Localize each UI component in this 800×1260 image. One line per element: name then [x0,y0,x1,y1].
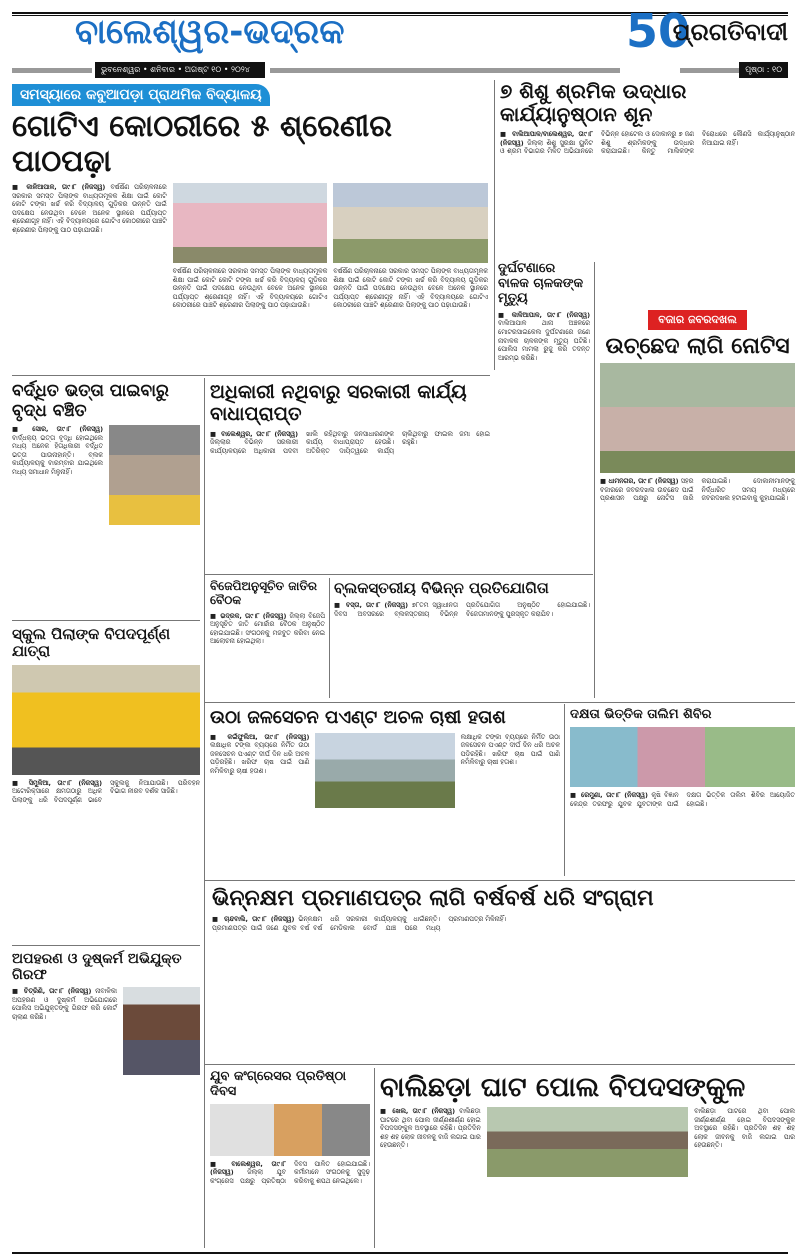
body-text: ବର୍ଷର୍ଷିଣ ପରିଚାଳନାରେ ସରକାର ସମସ୍ତ ପିଲାଙ୍କ ବାଧ୍ୟତାମୂଳକ ଶିକ୍ଷା ପାଇଁ କୋଟି କୋଟି ଟଙ୍କା ଖର୍ଚ୍ଚ କରି ବିଦ୍ୟାଳୟ ଗୁଡ଼ିକର ଉନ୍ନତି ପାଇଁ ପଦକ୍ଷେପ ନେଉଥିବା ବେଳେ ଅନେକ ସ୍ଥାନରେ ପର୍ଯ୍ୟାପ୍ତ ଶ୍ରେଣୀଗୃହ ନାହିଁ। ଏହି ବିଦ୍ୟାଳୟରେ ଗୋଟିଏ କୋଠରୀରେ ପାଞ୍ଚଟି ଶ୍ରେଣୀର ପିଲାଙ୍କୁ ପାଠ ପଢ଼ାଯାଉଛି। [12,183,167,234]
dateline: ■ ଖେଲ, ତା୯।୮ (ନିଜସ୍ୱ) [380,1107,456,1116]
dateline: ■ ସିମୁଳିଆ, ତା୯।୮ (ନିଜସ୍ୱ) [12,778,102,787]
body-text: ଅଟୋରିକ୍ସାରେ କ୍ଷମତାଠାରୁ ଅଧିକ ପିଲାଙ୍କୁ ଧରି ବିପଦପୂର୍ଣ୍ଣ ଭାବେ ସ୍କୁଲକୁ ନିଆଯାଉଛି। ପରିବହନ ବିଭାଗ ନୀରବ ଦର୍ଶକ ସାଜିଛି। [12,778,200,804]
headline: ବିଜେପିଅନୁସୂଚିତ ଜାତିର ବୈଠକ [210,579,317,607]
section-title: ବାଲେଶ୍ୱର-ଭଦ୍ରକ [75,12,345,52]
body-text: ନାବାଳିକା ଅପହରଣ ଓ ଦୁଷ୍କର୍ମ ଅଭିଯୋଗରେ ପୋଲିସ ଅଭିଯୁକ୍ତଙ୍କୁ ଗିରଫ କରି କୋର୍ଟ ଚାଲାଣ କରିଛି। [12,987,117,1021]
dateline: ■ କାଳିଆପାଳ, ତା୯।୮ (ନିଜସ୍ୱ) [12,183,106,191]
page-number: ପୃଷ୍ଠା : ୧୦ [739,62,788,78]
body-text: ଜିଲ୍ଲା ଶିଶୁ ସୁରକ୍ଷା ୟୁନିଟ ଓ ଶ୍ରମ ବିଭାଗର ମିଳିତ ଅଭିଯାନରେ ବିଭିନ୍ନ ହୋଟେଲ ଓ ଦୋକାନରୁ ୭ ଜଣ ଶିଶୁ ଶ୍ରମିକଙ୍କୁ ଉଦ୍ଧାର କରାଯାଇଛି। କିନ୍ତୁ ମାଲିକଙ୍କ ବିରୋଧରେ କୌଣସି କାର୍ଯ୍ୟାନୁଷ୍ଠାନ ନିଆଯାଇ ନାହିଁ। [500,130,795,156]
gray-bar [12,68,92,73]
dateline: ■ ଭଦ୍ରକ, ତା୯।୮ (ନିଜସ୍ୱ) [210,611,287,620]
market-photo [600,363,795,473]
article-body [333,267,488,310]
dateline: ■ ଧାମନଗର, ତା୯।୮ (ନିଜସ୍ୱ) [600,477,679,486]
kicker: ସମସ୍ୟାରେ କବୁଆପଡ଼ା ପ୍ରାଥମିକ ବିଦ୍ୟାଳୟ [12,84,270,106]
body-text: ଜିଲ୍ଲା ବିଜେପି ଅନୁସୂଚିତ ଜାତି ମୋର୍ଚ୍ଚାର ବୈଠକ ଅନୁଷ୍ଠିତ ହୋଇଯାଇଛି। ସଂଗଠନକୁ ମଜବୁତ କରିବା ନେଇ ଆଲୋଚନା ହୋଇଥିଲା। [210,611,325,646]
article-body [12,183,167,235]
headline: ଅପହରଣ ଓ ଦୁଷ୍କର୍ମ ଅଭିଯୁକ୍ତ ଗିରଫ [12,951,182,984]
article-body [210,430,490,456]
school-photo [173,183,328,263]
dateline: ■ ବାଲିଆପାଳ/ବାଲେଶ୍ୱର, ତା୯।୮ (ନିଜସ୍ୱ) [500,130,593,147]
article-child-labour [500,80,795,156]
headline: ଗୋଟିଏ କୋଠରୀରେ ୫ ଶ୍ରେଣୀର ପାଠପଢ଼ା [12,109,392,179]
article-youth-congress [210,1070,370,1186]
article-body [380,1107,481,1150]
article-body [210,733,309,776]
training-camp-photo [570,727,795,787]
headline: ଅଧିକାରୀ ନଥିବାରୁ ସରକାରୀ କାର୍ଯ୍ୟ ବାଧାପ୍ରାପ୍ତ [210,381,467,425]
body-text: ବର୍ଷର୍ଷିଣ ପରିଚାଳନାରେ ସରକାର ସମସ୍ତ ପିଲାଙ୍କ ବାଧ୍ୟତାମୂଳକ ଶିକ୍ଷା ପାଇଁ କୋଟି କୋଟି ଟଙ୍କା ଖର୍ଚ୍ଚ କରି ବିଦ୍ୟାଳୟ ଗୁଡ଼ିକର ଉନ୍ନତି ପାଇଁ ପଦକ୍ଷେପ ନେଉଥିବା ବେଳେ ଅନେକ ସ୍ଥାନରେ ପର୍ଯ୍ୟାପ୍ତ ଶ୍ରେଣୀଗୃହ ନାହିଁ। ଏହି ବିଦ୍ୟାଳୟରେ ଗୋଟିଏ କୋଠରୀରେ ପାଞ୍ଚଟି ଶ୍ରେଣୀର ପିଲାଙ୍କୁ ପାଠ ପଢ଼ାଯାଉଛି। [333,267,489,310]
article-body [212,915,795,932]
headline: ଯୁବ କଂଗ୍ରେସର ପ୍ରତିଷ୍ଠା ଦିବସ [210,1069,347,1099]
article-training [570,708,795,808]
classroom-photo [333,183,488,263]
article-school [12,84,488,310]
body-text: ବାଲିଛଡ଼ା ଘାଟରେ ଥିବା ପୋଲ ଜୀର୍ଣ୍ଣଶୀର୍ଣ୍ଣ ହୋଇ ବିପଦସଙ୍କୁଳ ଅବସ୍ଥାରେ ରହିଛି। ପ୍ରତିଦିନ ଶହ ଶହ ଲୋକ ଜୀବନକୁ ବାଜି ଲଗାଇ ପାର ହେଉଛନ୍ତି। [380,1107,481,1150]
dateline: ■ ଚିତ୍ରିଣି, ତା୯।୮ (ନିଜସ୍ୱ) [12,987,92,996]
dateline: ■ ବସ୍ତା, ତା୯।୮ (ନିଜସ୍ୱ) [334,601,409,610]
dateline: ■ କାଳିଆପାଳ, ତା୯।୮ (ନିଜସ୍ୱ) [498,310,590,319]
article-body [210,1160,370,1186]
article-body [600,477,795,503]
headline: ବର୍ଦ୍ଧିତ ଭତ୍ତା ପାଇବାରୁ ବୃଦ୍ଧ ବଞ୍ଚିତ [12,381,169,421]
article-bjp-meeting [210,580,325,646]
headline: ୭ ଶିଶୁ ଶ୍ରମିକ ଉଦ୍ଧାର କାର୍ଯ୍ୟାନୁଷ୍ଠାନ ଶୂନ [500,79,687,126]
article-body [12,987,117,1021]
dateline: ■ ରେମୁଣା, ତା୯।୮ (ନିଜସ୍ୱ) [570,790,648,799]
article-body [12,779,200,805]
elderly-man-photo [109,425,200,525]
article-school-transport [12,626,200,804]
article-body [12,425,103,477]
autorickshaw-photo [12,665,200,775]
body-text: ଜିଲ୍ଲାର ବିଭିନ୍ନ ସରକାରୀ କାର୍ଯ୍ୟାଳୟରେ ଅଧିକାରୀ ପଦବୀ ଖାଲି ରହିଥିବାରୁ ଜନସାଧାରଣଙ୍କ କାର୍ଯ୍ୟ ବାଧାପ୍ରାପ୍ତ ହେଉଛି। ଅତିରିକ୍ତ ଦାୟିତ୍ୱରେ କାର୍ଯ୍ୟ ଚାଲିଥିବାରୁ ଫାଇଲ ଜମା ହୋଇ ରହୁଛି। [210,429,490,455]
bottom-rule [12,1252,788,1254]
body-text: ଲକ୍ଷାଧିକ ଟଙ୍କା ବ୍ୟୟରେ ନିର୍ମିତ ଉଠା ଜଳସେଚନ ପଏଣ୍ଟ ଦୀର୍ଘ ଦିନ ଧରି ଅଚଳ ପଡ଼ିରହିଛି। ଖରିଫ ଚାଷ ପାଇଁ ପାଣି ନମିଳିବାରୁ ଚାଷୀ ହତାଶ। [210,741,310,776]
article-arrest [12,951,200,1075]
anniversary-logo: 50 [626,4,691,58]
headline: ଦୁର୍ଘଟଣାରେ ବାଳକ ଚାଳକଙ୍କ ମୃତ୍ୟୁ [498,261,584,306]
body-text: ବର୍ଷର୍ଷିଣ ପରିଚାଳନାରେ ସରକାର ସମସ୍ତ ପିଲାଙ୍କ ବାଧ୍ୟତାମୂଳକ ଶିକ୍ଷା ପାଇଁ କୋଟି କୋଟି ଟଙ୍କା ଖର୍ଚ୍ଚ କରି ବିଦ୍ୟାଳୟ ଗୁଡ଼ିକର ଉନ୍ନତି ପାଇଁ ପଦକ୍ଷେପ ନେଉଥିବା ବେଳେ ଅନେକ ସ୍ଥାନରେ ପର୍ଯ୍ୟାପ୍ତ ଶ୍ରେଣୀଗୃହ ନାହିଁ। ଏହି ବିଦ୍ୟାଳୟରେ ଗୋଟିଏ କୋଠରୀରେ ପାଞ୍ଚଟି ଶ୍ରେଣୀର ପିଲାଙ୍କୁ ପାଠ ପଢ଼ାଯାଉଛି। [172,267,328,310]
article-irrigation [210,708,560,808]
article-disability-certificate [212,886,795,932]
newspaper-logo: ପ୍ରଗତିବାଦୀ [672,18,788,46]
article-body [461,733,560,767]
article-bridge [380,1072,795,1177]
article-officers [210,382,490,455]
kicker: ବଜାର ଜବରଦଖଲ [648,310,747,330]
article-body [694,1107,795,1150]
body-text: ୭୮ତମ ସ୍ୱାଧୀନତା ଦିବସ ଅବସରରେ ବ୍ଲକସ୍ତରୀୟ ବିଭିନ୍ନ ପ୍ରତିଯୋଗିତା ଅନୁଷ୍ଠିତ ହୋଇଯାଇଛି। ବିଜେତାମାନଙ୍କୁ ପୁରସ୍କୃତ କରାଯିବ। [334,601,590,618]
gray-bar [270,68,620,73]
body-text: ଜିଲ୍ଲା ଯୁବ କଂଗ୍ରେସ ପକ୍ଷରୁ ପ୍ରତିଷ୍ଠା ଦିବସ ପାଳିତ ହୋଇଯାଇଛି। କର୍ମୀମାନେ ସଂଗଠନକୁ ସୁଦୃଢ଼ କରିବାକୁ ଶପଥ ନେଇଥିଲେ। [210,1159,370,1186]
body-text: କୃଷି ବିଜ୍ଞାନ କେନ୍ଦ୍ର ତରଫରୁ ଯୁବକ ଯୁବତୀଙ୍କ ପାଇଁ ଦକ୍ଷତା ଭିତ୍ତିକ ତାଲିମ ଶିବିର ଆୟୋଜିତ ହୋଇଛି। [570,790,795,808]
article-body [210,612,325,646]
dateline: ■ ବାଲେଶ୍ୱର, ତା୯।୮ (ନିଜସ୍ୱ) [210,1159,286,1177]
headline: ଦକ୍ଷତା ଭିତ୍ତିକ ତାଲିମ ଶିବିର [570,707,712,722]
youth-congress-photo [210,1104,370,1156]
body-text: ସହର ବଜାରରେ ଜବରଦଖଲ ଉଚ୍ଛେଦ ପାଇଁ ପ୍ରଶାସନ ପକ୍ଷରୁ ନୋଟିସ ଜାରି କରାଯାଇଛି। ଦୋକାନୀମାନଙ୍କୁ ନିର୍ଦ୍ଧାରିତ ସମୟ ମଧ୍ୟରେ ଜବରଦଖଲ ହଟାଇବାକୁ କୁହାଯାଇଛି। [600,477,795,503]
headline: ବାଲିଛଡ଼ା ଘାଟ ପୋଲ ବିପଦସଙ୍କୁଳ [380,1072,746,1103]
article-body [500,130,795,156]
bridge-photo [487,1107,689,1177]
body-text: ବାଲିଆପାଳ ଥାନା ଅଞ୍ଚଳରେ ମୋଟରସାଇକେଲ ଦୁର୍ଘଟଣାରେ ଜଣେ ନାବାଳକ ଚାଳକଙ୍କ ମୃତ୍ୟୁ ଘଟିଛି। ପୋଲିସ ମାମଲା ରୁଜୁ କରି ତଦନ୍ତ ଆରମ୍ଭ କରିଛି। [498,319,590,362]
accused-photo [123,987,200,1075]
dateline: ■ ବାଲେଶ୍ୱର, ତା୯।୮ (ନିଜସ୍ୱ) [210,429,298,438]
article-body [498,311,590,363]
headline: ଉଠା ଜଳସେଚନ ପଏଣ୍ଟ ଅଚଳ ଚାଷୀ ହତାଶ [210,707,506,728]
dateline: ■ ଚାନ୍ଦବାଲି, ତା୯।୮ (ନିଜସ୍ୱ) [212,915,295,924]
article-pension [12,382,200,525]
headline: ବ୍ଲକସ୍ତରୀୟ ବିଭିନ୍ନ ପ୍ରତିଯୋଗିତା [334,579,549,597]
article-body [570,791,795,808]
headline: ଭିନ୍ନକ୍ଷମ ପ୍ରମାଣପତ୍ର ଲାଗି ବର୍ଷବର୍ଷ ଧରି ସଂଗ୍ରାମ [212,886,654,911]
article-body [173,267,328,310]
body-text: ବାଲିଛଡ଼ା ଘାଟରେ ଥିବା ପୋଲ ଜୀର୍ଣ୍ଣଶୀର୍ଣ୍ଣ ହୋଇ ବିପଦସଙ୍କୁଳ ଅବସ୍ଥାରେ ରହିଛି। ପ୍ରତିଦିନ ଶହ ଶହ ଲୋକ ଜୀବନକୁ ବାଜି ଲଗାଇ ପାର ହେଉଛନ୍ତି। [694,1107,795,1150]
dateline: ■ ସୋର, ତା୯।୮ (ନିଜସ୍ୱ) [12,425,103,434]
body-text: ଲକ୍ଷାଧିକ ଟଙ୍କା ବ୍ୟୟରେ ନିର୍ମିତ ଉଠା ଜଳସେଚନ ପଏଣ୍ଟ ଦୀର୍ଘ ଦିନ ଧରି ଅଚଳ ପଡ଼ିରହିଛି। ଖରିଫ ଚାଷ ପାଇଁ ପାଣି ନମିଳିବାରୁ ଚାଷୀ ହତାଶ। [460,732,560,767]
article-body [334,601,590,618]
irrigation-point-photo [315,733,454,808]
gray-bar [680,68,740,73]
dateline-bar: ଭୁବନେଶ୍ୱର • ଶନିବାର • ଅଗଷ୍ଟ ୧୦ • ୨୦୨୪ [95,62,265,78]
headline: ସ୍କୁଲ ପିଲାଙ୍କ ବିପଦପୂର୍ଣ୍ଣ ଯାତ୍ରା [12,625,171,661]
article-competitions [334,580,590,618]
article-eviction [600,310,795,503]
body-text: ଭିନ୍ନକ୍ଷମ ପ୍ରମାଣପତ୍ର ପାଇଁ ଜଣେ ଯୁବକ ବର୍ଷ ବର୍ଷ ଧରି ସରକାରୀ କାର୍ଯ୍ୟାଳୟକୁ ଧାଇଁଛନ୍ତି। ମେଡିକାଲ ବୋର୍ଡ ଯାଞ୍ଚ ପରେ ମଧ୍ୟ ପ୍ରମାଣପତ୍ର ମିଳିନାହିଁ। [212,915,507,932]
headline: ଉଚ୍ଛେଦ ଲାଗି ନୋଟିସ [605,334,790,359]
dateline: ■ କଇଁଫୁଲିଆ, ତା୯।୮ (ନିଜସ୍ୱ) [210,732,310,741]
article-accident [498,262,590,362]
body-text: ବାର୍ଦ୍ଧକ୍ୟ ଭତ୍ତା ବୃଦ୍ଧି ହୋଇଥିଲେ ମଧ୍ୟ ଅନେକ ହିତାଧିକାରୀ ବର୍ଦ୍ଧିତ ଭତ୍ତା ପାଉନାହାନ୍ତି। ବ୍ଲକ କାର୍ଯ୍ୟାଳୟକୁ ବାରମ୍ବାର ଯାଇଥିଲେ ମଧ୍ୟ ସମାଧାନ ମିଳୁନାହିଁ। [12,433,103,477]
